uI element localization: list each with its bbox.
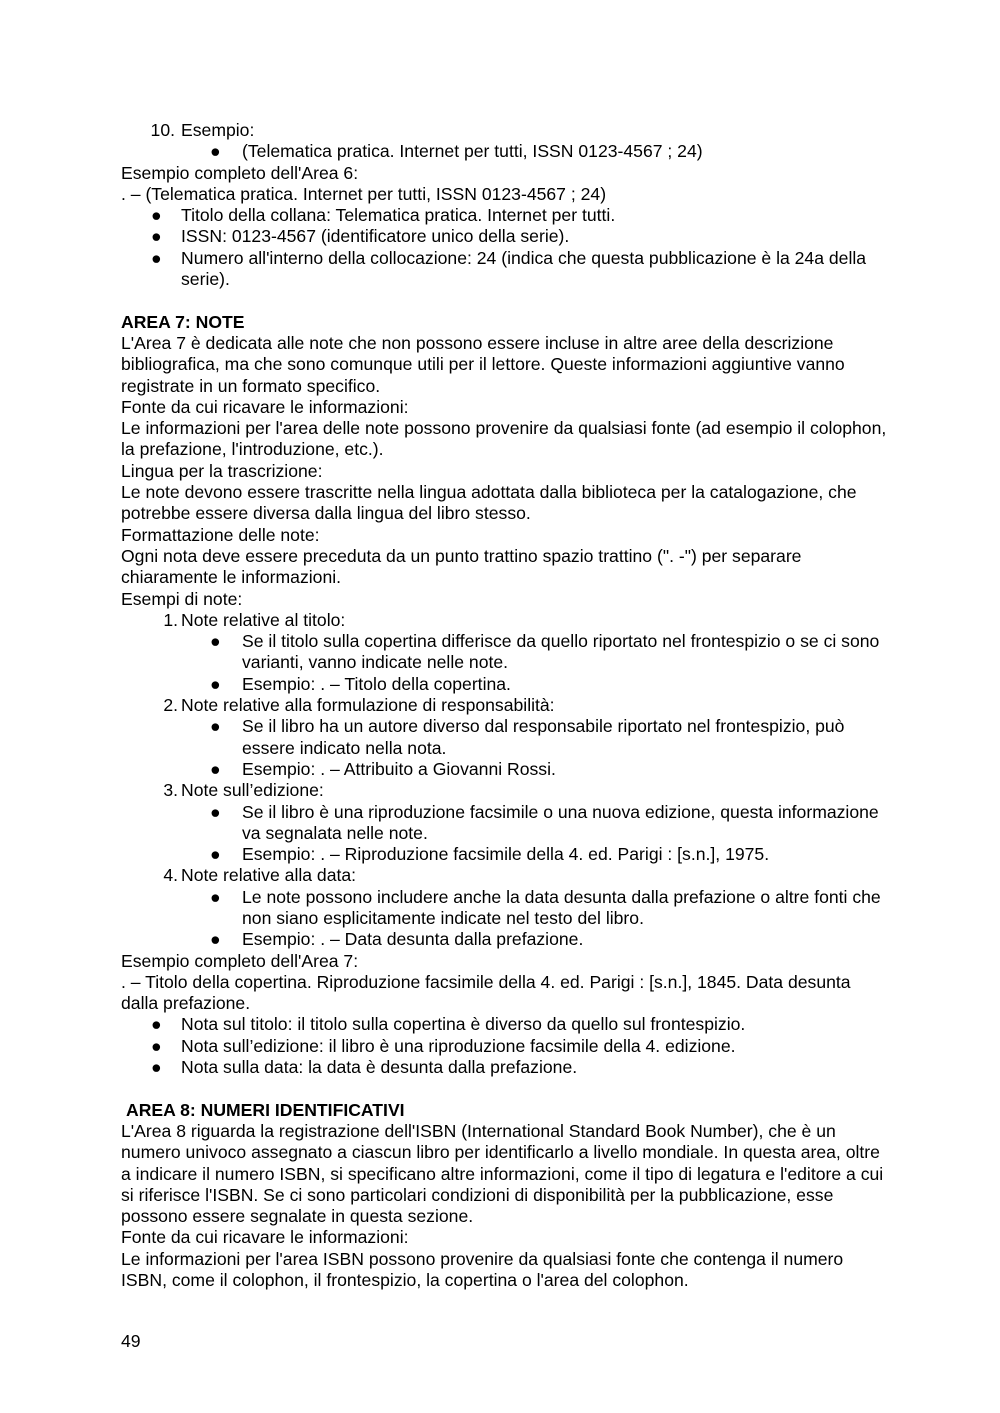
bullet-icon: ● [151,1035,162,1056]
bullet-icon: ● [151,226,162,247]
sub-list-item [121,759,891,780]
list-item-text: Nota sulla data: la data è desunta dalla prefazione. [181,1057,578,1078]
page-number: 49 [121,1331,141,1351]
sub-list-item-text: Esempio: . – Riproduzione facsimile della 4. ed. Parigi : [s.n.], 1975. [242,844,770,865]
sub-list-item [121,674,891,695]
bullet-icon: ● [210,716,221,737]
subheading: Formattazione delle note: [121,524,320,545]
bullet-icon: ● [210,929,221,950]
paragraph: Le informazioni per l'area delle note possono provenire da qualsiasi fonte (ad esempio il colophon, la prefazione, l'introduzione, etc.). [121,418,887,460]
sub-list-item-text: Esempio: . – Titolo della copertina. [242,673,511,694]
list-number: 2. [163,695,178,716]
list-number: 10. [150,120,175,140]
list-item [121,780,891,801]
paragraph: L'Area 7 è dedicata alle note che non possono essere incluse in altre aree della descrizione bibliografica, ma che sono comunque utili per il lettore. Queste informazioni aggiuntive vanno registrate in un formato specifico. [121,332,845,396]
sub-list-item-text: (Telematica pratica. Internet per tutti, ISSN 0123-4567 ; 24) [242,141,703,162]
list-item-text: Nota sul titolo: il titolo sulla copertina è diverso da quello sul frontespizio. [181,1014,746,1035]
sub-list-item-text: Se il libro ha un autore diverso dal responsabile riportato nel frontespizio, può essere indicato nella nota. [242,716,845,758]
list-item [121,1057,891,1078]
list-item-text: Esempio: [181,120,255,140]
list-item-text: ISSN: 0123-4567 (identificatore unico della serie). [181,226,570,247]
subheading: Fonte da cui ricavare le informazioni: [121,1227,409,1248]
list-item-text: Titolo della collana: Telematica pratica. Internet per tutti. [181,205,616,226]
list-item [121,226,891,247]
example-text: . – Titolo della copertina. Riproduzione facsimile della 4. ed. Parigi : [s.n.], 1845. Data desunta dalla prefazione. [121,971,851,1014]
list-item [121,865,891,886]
bullet-icon: ● [151,247,162,268]
sub-list-item [121,929,891,950]
list-item-text: Note relative alla formulazione di responsabilità: [181,695,555,716]
bullet-icon: ● [210,141,221,162]
bullet-icon: ● [151,1014,162,1035]
subheading: Esempi di note: [121,588,243,609]
section-heading: AREA 8: NUMERI IDENTIFICATIVI [126,1099,405,1120]
list-item [121,1014,891,1035]
sub-list-item [121,802,891,845]
paragraph: Le note devono essere trascritte nella lingua adottata dalla biblioteca per la catalogazione, che potrebbe essere diversa dalla lingua del libro stesso. [121,482,857,524]
bullet-icon: ● [210,886,221,907]
list-item-text: Nota sull’edizione: il libro è una riproduzione facsimile della 4. edizione. [181,1035,736,1056]
page-content [121,120,891,1291]
list-item-text: Note relative al titolo: [181,609,346,630]
sub-list-item [121,844,891,865]
list-item-text: Note sull’edizione: [181,780,324,801]
bullet-icon: ● [151,205,162,226]
sub-list-item [121,631,891,674]
list-item-text: Note relative alla data: [181,865,357,886]
example-label: Esempio completo dell'Area 7: [121,950,359,971]
list-item [121,248,891,291]
sub-list-item-text: Esempio: . – Attribuito a Giovanni Rossi. [242,758,556,779]
paragraph: Le informazioni per l'area ISBN possono provenire da qualsiasi fonte che contenga il numero ISBN, come il colophon, il frontespizio, la copertina o l'area del colophon. [121,1248,844,1291]
list-number: 4. [163,865,178,886]
list-number: 1. [163,609,178,630]
bullet-icon: ● [210,673,221,694]
list-item-text: Numero all'interno della collocazione: 24 (indica che questa pubblicazione è la 24a della serie). [181,247,867,290]
sub-list-item-text: Le note possono includere anche la data desunta dalla prefazione o altre fonti che non siano esplicitamente indicate nel testo del libro. [242,886,881,928]
list-item [121,205,891,226]
paragraph: Ogni nota deve essere preceduta da un punto trattino spazio trattino (". -") per separare chiaramente le informazioni. [121,545,802,588]
example-text: . – (Telematica pratica. Internet per tutti, ISSN 0123-4567 ; 24) [121,183,607,204]
list-item [121,120,891,141]
list-item [121,610,891,631]
sub-list-item [121,141,891,162]
bullet-icon: ● [210,844,221,865]
bullet-icon: ● [151,1057,162,1078]
list-item [121,1036,891,1057]
paragraph: L'Area 8 riguarda la registrazione dell'ISBN (International Standard Book Number), che è un numero univoco assegnato a ciascun libro per identificarlo a livello mondiale. In questa area, oltre a indicare il numero ISBN, si specificano altre informazioni, come il tipo di legatura e l'editore a cui si riferisce l'ISBN. Se ci sono particolari condizioni di disponibilità per la pubblicazione, esse possono essere segnalate in questa sezione. [121,1120,884,1227]
section-heading: AREA 7: NOTE [121,311,245,332]
list-number: 3. [163,780,178,801]
sub-list-item-text: Se il titolo sulla copertina differisce da quello riportato nel frontespizio o se ci sono varianti, vanno indicate nelle note. [242,631,880,673]
subheading: Fonte da cui ricavare le informazioni: [121,396,409,417]
sub-list-item [121,887,891,930]
subheading: Lingua per la trascrizione: [121,460,323,481]
sub-list-item-text: Esempio: . – Data desunta dalla prefazione. [242,929,584,950]
bullet-icon: ● [210,801,221,822]
bullet-icon: ● [210,631,221,652]
example-label: Esempio completo dell'Area 6: [121,162,359,183]
sub-list-item-text: Se il libro è una riproduzione facsimile o una nuova edizione, questa informazione va segnalata nelle note. [242,801,879,843]
sub-list-item [121,716,891,759]
bullet-icon: ● [210,758,221,779]
list-item [121,695,891,716]
